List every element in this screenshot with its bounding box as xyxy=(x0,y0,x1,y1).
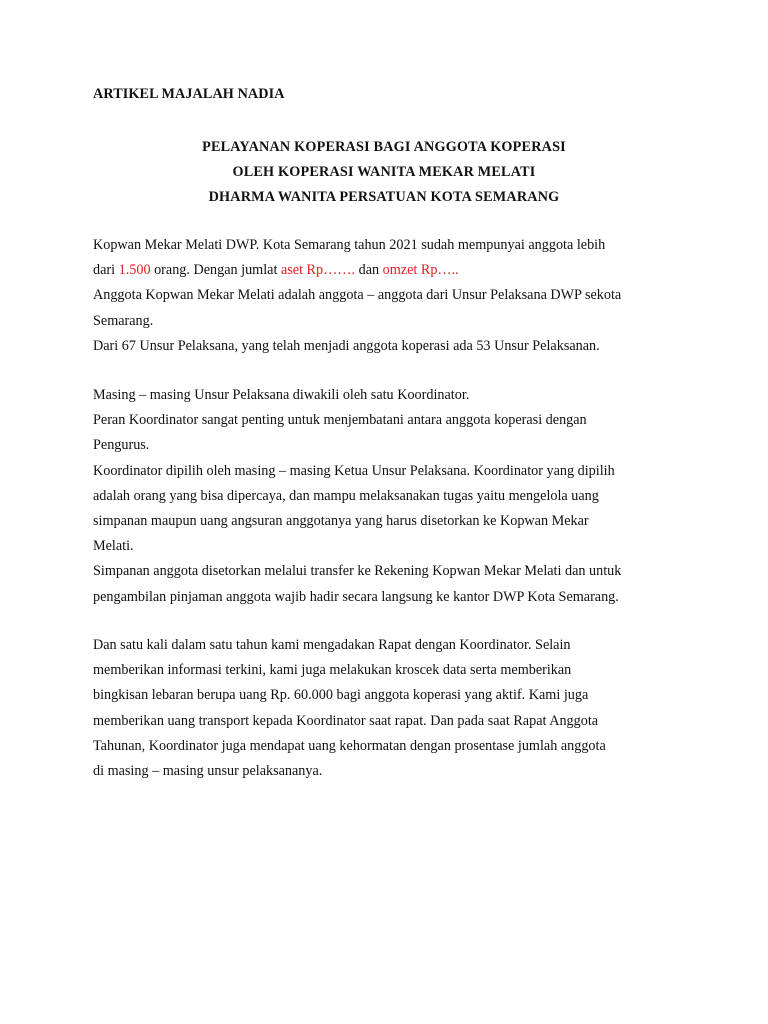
paragraph-line: Kopwan Mekar Melati DWP. Kota Semarang tahun 2021 sudah mempunyai anggota lebih xyxy=(93,237,606,253)
paragraph-line: Anggota Kopwan Mekar Melati adalah anggota – anggota dari Unsur Pelaksana DWP sekota xyxy=(93,287,622,304)
paragraph-line: adalah orang yang bisa dipercaya, dan mampu melaksanakan tugas yaitu mengelola uang xyxy=(93,487,599,504)
paragraph-line: Pengurus. xyxy=(93,437,150,454)
paragraph-line xyxy=(93,258,693,283)
article-title xyxy=(0,135,768,210)
paragraph-line: memberikan informasi terkini, kami juga melakukan kroscek data serta memberikan xyxy=(93,662,572,679)
title-line-3: DHARMA WANITA PERSATUAN KOTA SEMARANG xyxy=(208,189,560,205)
paragraph-line: bingkisan lebaran berupa uang Rp. 60.000 bagi anggota koperasi yang aktif. Kami juga xyxy=(93,687,589,704)
paragraph-line: Dan satu kali dalam satu tahun kami mengadakan Rapat dengan Koordinator. Selain xyxy=(93,637,571,653)
omzet-highlight: omzet Rp….. xyxy=(382,262,459,279)
title-line-2: OLEH KOPERASI WANITA MEKAR MELATI xyxy=(232,164,536,180)
member-count-highlight: 1.500 xyxy=(118,262,151,279)
paragraph-line: Melati. xyxy=(93,538,134,555)
paragraph-line: simpanan maupun uang angsuran anggotanya yang harus disetorkan ke Kopwan Mekar xyxy=(93,513,589,530)
paragraph-line: Simpanan anggota disetorkan melalui transfer ke Rekening Kopwan Mekar Melati dan untuk xyxy=(93,563,622,580)
paragraph-line: pengambilan pinjaman anggota wajib hadir secara langsung ke kantor DWP Kota Semarang. xyxy=(93,588,619,605)
asset-highlight: aset Rp……. xyxy=(280,262,356,279)
text-segment: orang. Dengan jumlat xyxy=(150,262,281,279)
paragraph-1 xyxy=(93,233,693,359)
paragraph-line: Masing – masing Unsur Pelaksana diwakili oleh satu Koordinator. xyxy=(93,387,470,403)
title-line-1: PELAYANAN KOPERASI BAGI ANGGOTA KOPERASI xyxy=(202,139,566,155)
paragraph-line: di masing – masing unsur pelaksananya. xyxy=(93,763,323,780)
paragraph-2 xyxy=(93,383,693,610)
paragraph-line: Semarang. xyxy=(93,312,154,329)
magazine-label: ARTIKEL MAJALAH NADIA xyxy=(93,86,285,102)
paragraph-line: Peran Koordinator sangat penting untuk menjembatani antara anggota koperasi dengan xyxy=(93,412,587,429)
paragraph-3 xyxy=(93,633,693,784)
paragraph-line: Tahunan, Koordinator juga mendapat uang kehormatan dengan prosentase jumlah anggota xyxy=(93,737,606,754)
paragraph-line: Koordinator dipilih oleh masing – masing Ketua Unsur Pelaksana. Koordinator yang dipilih xyxy=(93,462,615,479)
paragraph-line: memberikan uang transport kepada Koordinator saat rapat. Dan pada saat Rapat Anggota xyxy=(93,712,599,729)
text-segment: dari xyxy=(93,262,119,279)
paragraph-line: Dari 67 Unsur Pelaksana, yang telah menjadi anggota koperasi ada 53 Unsur Pelaksanan. xyxy=(93,337,600,354)
text-segment: dan xyxy=(355,262,383,279)
